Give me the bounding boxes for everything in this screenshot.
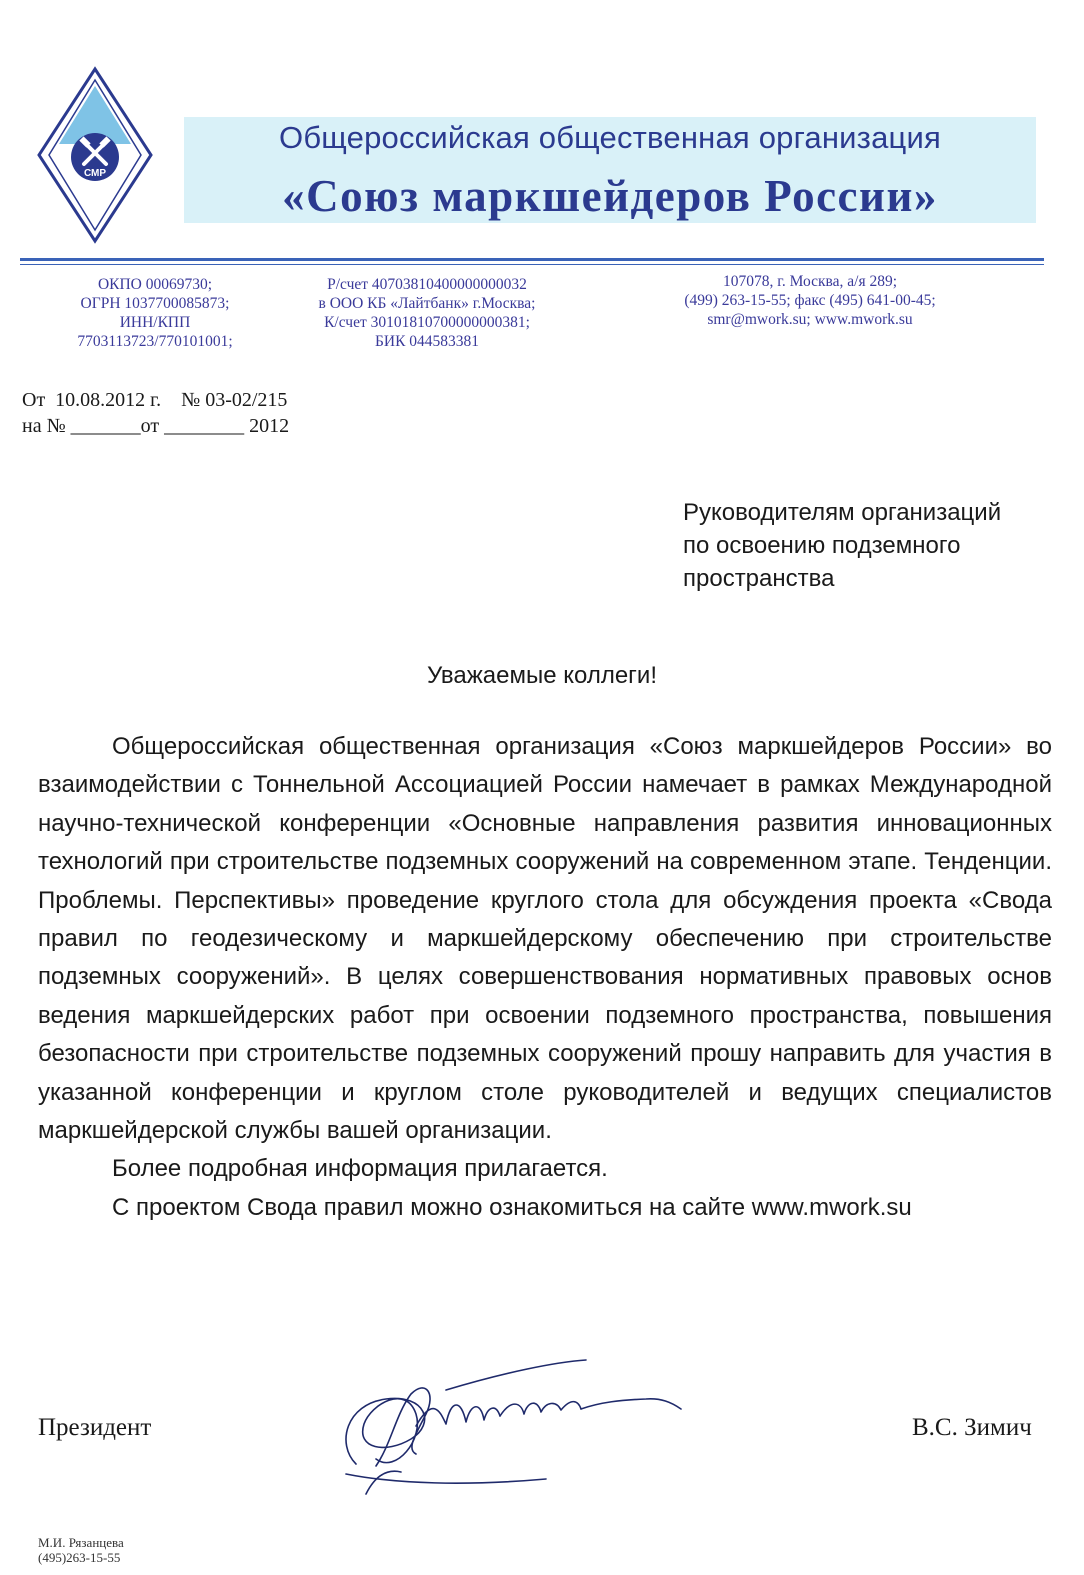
incoming-ref: на № _______от ________ 2012	[22, 415, 290, 437]
requisite-line: ОГРН 1037700085873;	[80, 295, 230, 312]
signer-name: В.С. Зимич	[912, 1414, 1032, 1441]
requisite-line: ИНН/КПП	[119, 314, 191, 331]
executor-info	[38, 1535, 124, 1565]
requisite-line: Р/счет 40703810400000000032	[327, 276, 527, 293]
requisite-line: 107078, г. Москва, а/я 289;	[722, 273, 898, 290]
body-paragraph: С проектом Свода правил можно ознакомиться на сайте www.mwork.su	[112, 1193, 912, 1221]
addressee-line: по освоению подземного	[683, 532, 961, 559]
requisite-line: 7703113723/770101001;	[77, 333, 233, 350]
requisite-line: в ООО КБ «Лайтбанк» г.Москва;	[318, 295, 536, 312]
header-rule	[20, 258, 1044, 261]
requisite-line: БИК 044583381	[374, 333, 480, 350]
executor-phone: (495)263-15-55	[38, 1550, 121, 1565]
body-paragraph: Общероссийская общественная организация «Союз маркшейдеров России» во взаимодействии с Тоннельной Ассоциацией России намечает в рамках Международной научно-технической конференции «Основные направления развития инновационных технологий при строительстве подземных сооружений на современном этапе. Тенденции. Проблемы. Перспективы» проведение круглого стола для обсуждения проекта «Свода правил по геодезическому и маркшейдерскому обеспечению при строительстве подземных сооружений». В целях совершенствования нормативных правовых основ ведения маркшейдерских работ при освоении подземного пространства, повышения безопасности при строительстве подземных сооружений прошу направить для участия в указанной конференции и круглом столе руководителей и ведущих специалистов маркшейдерской службы вашей организации.	[38, 733, 1052, 1145]
organization-logo	[36, 66, 154, 244]
addressee	[683, 496, 1073, 595]
body-paragraph: Более подробная информация прилагается.	[112, 1155, 608, 1183]
logo-text: СМР	[83, 168, 107, 179]
requisite-line: smr@mwork.su; www.mwork.su	[707, 311, 913, 328]
addressee-line: пространства	[683, 565, 835, 592]
organization-subtitle: Общероссийская общественная организация	[279, 120, 941, 155]
handwritten-signature	[316, 1354, 696, 1504]
requisites-bank	[282, 275, 572, 351]
organization-name: «Союз маркшейдеров России»	[282, 171, 938, 221]
executor-name: М.И. Рязанцева	[38, 1535, 124, 1550]
header-rule-thin	[20, 264, 1044, 265]
addressee-line: Руководителям организаций	[683, 499, 1002, 526]
requisites-contacts	[640, 272, 980, 329]
requisite-line: ОКПО 00069730;	[97, 276, 213, 293]
requisite-line: К/счет 30101810700000000381;	[324, 314, 530, 331]
requisite-line: (499) 263-15-55; факс (495) 641-00-45;	[684, 292, 936, 309]
requisites-codes	[40, 275, 270, 351]
letter-body	[38, 728, 1052, 1227]
salutation: Уважаемые коллеги!	[426, 662, 657, 689]
signer-position: Президент	[38, 1414, 152, 1441]
outgoing-ref: От 10.08.2012 г. № 03-02/215	[22, 389, 288, 411]
